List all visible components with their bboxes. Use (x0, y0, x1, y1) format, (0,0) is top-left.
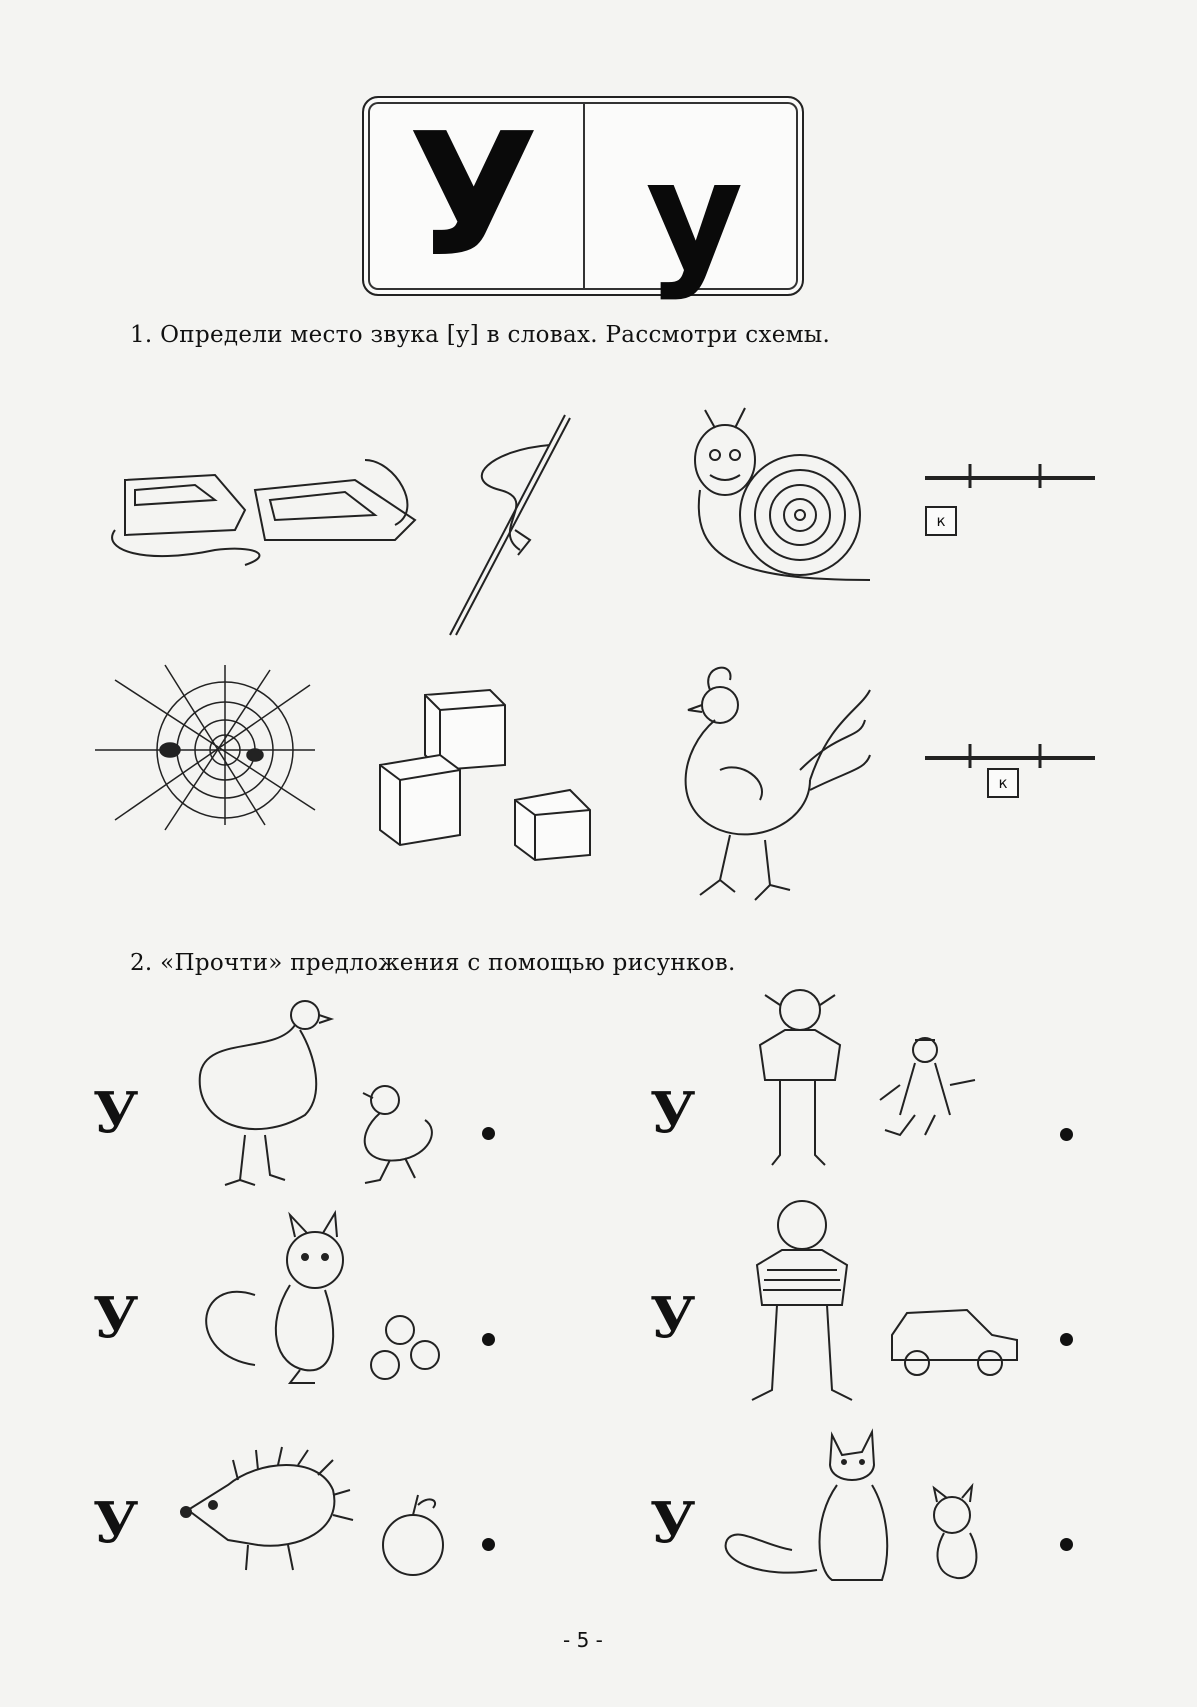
cubes-icon (380, 690, 600, 860)
irons-icon (95, 440, 425, 570)
word-scheme-1 (925, 460, 1095, 530)
sentence-dot (1060, 1538, 1073, 1551)
page-number: - 5 - (563, 1628, 603, 1652)
task1-heading: 1. Определи место звука [у] в словах. Рассмотри схемы. (130, 322, 831, 348)
scheme2-line (925, 740, 1095, 770)
sentence-letter: У (650, 1285, 696, 1351)
cat-and-kitten-icon (722, 1430, 997, 1590)
hedgehog-and-apple-icon (178, 1450, 453, 1590)
word-scheme-2 (925, 740, 1095, 800)
scheme1-line (925, 460, 1095, 490)
scheme2-sound-box: к (987, 768, 1019, 798)
sentence-letter: У (93, 1490, 139, 1556)
boy-and-car-icon (742, 1195, 1027, 1410)
sentence-dot (1060, 1333, 1073, 1346)
sentence-letter: У (93, 1285, 139, 1351)
girl-and-doll-icon (750, 985, 1000, 1185)
sentence-dot (482, 1538, 495, 1551)
task2-heading: 2. «Прочти» предложения с помощью рисунков. (130, 950, 736, 976)
sentence-letter: У (650, 1490, 696, 1556)
spider-web-icon (95, 665, 315, 825)
squirrel-and-nuts-icon (195, 1215, 450, 1390)
snail-icon (680, 420, 880, 590)
lowercase-letter: у (645, 129, 744, 303)
fishing-rod-icon (430, 410, 590, 640)
uppercase-letter: У (407, 97, 540, 295)
sentence-letter: У (650, 1080, 696, 1146)
sentence-dot (482, 1127, 495, 1140)
sentence-letter: У (93, 1080, 139, 1146)
letter-card (362, 96, 804, 303)
sentence-dot (1060, 1128, 1073, 1141)
hen-and-chick-icon (185, 995, 445, 1190)
scheme1-sound-box: к (925, 506, 957, 536)
rooster-icon (660, 660, 870, 910)
sentence-dot (482, 1333, 495, 1346)
